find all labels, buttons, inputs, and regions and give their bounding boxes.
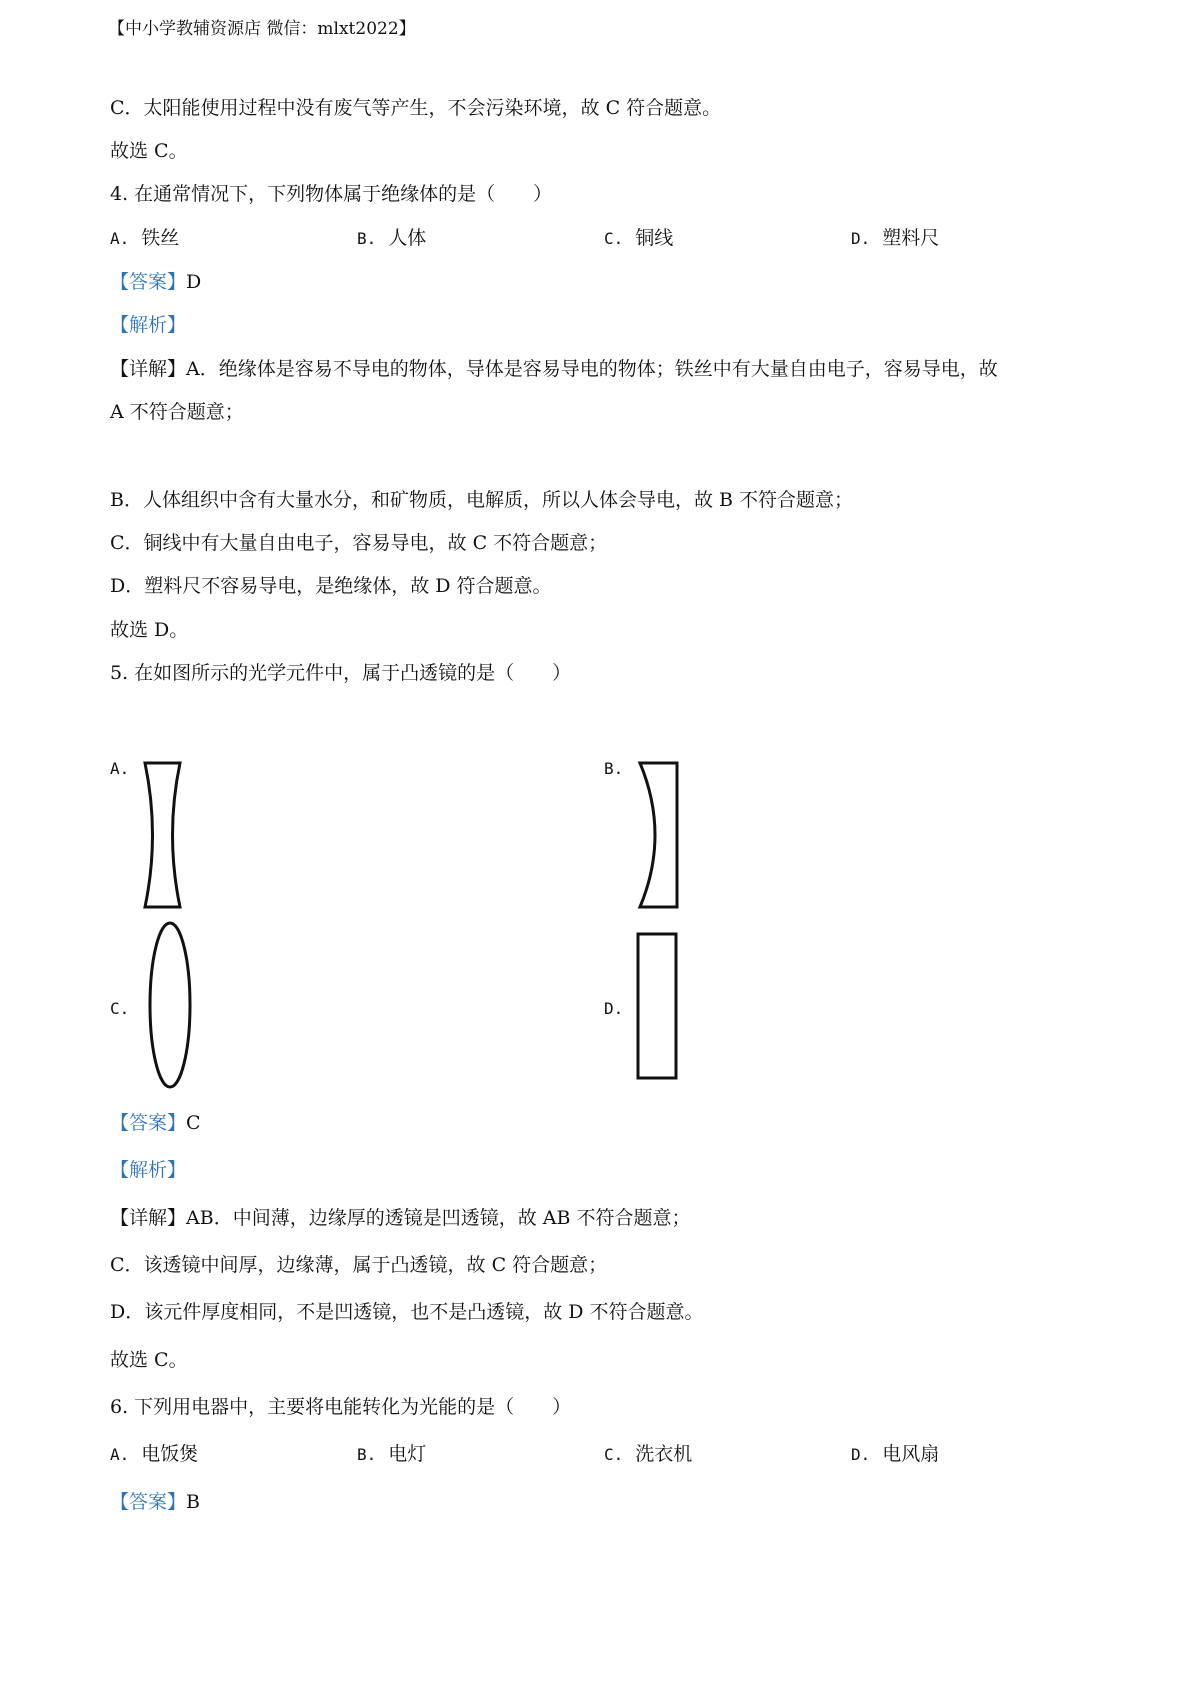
text-line: C．该透镜中间厚，边缘薄，属于凸透镜，故 C 符合题意；: [110, 1254, 608, 1276]
text-line: 故选 C。: [110, 140, 188, 162]
question-5: 5. 在如图所示的光学元件中，属于凸透镜的是（ ）: [110, 662, 572, 684]
q6-option-b: B. 电灯: [357, 1443, 427, 1465]
text-line: B．人体组织中含有大量水分，和矿物质，电解质，所以人体会导电，故 B 不符合题意；: [110, 489, 854, 511]
q4-answer: 【答案】D: [110, 271, 202, 293]
plano-concave-lens-figure: [632, 760, 682, 910]
q4-option-a: A. 铁丝: [110, 227, 180, 249]
q5-answer: 【答案】C: [110, 1112, 201, 1134]
q5-detail-1: 【详解】AB．中间薄，边缘厚的透镜是凹透镜，故 AB 不符合题意；: [110, 1207, 691, 1229]
q6-option-c: C. 洗衣机: [604, 1443, 693, 1465]
glass-block-figure: [636, 932, 680, 1082]
figure-label-b: B.: [604, 759, 624, 778]
q4-option-d: D. 塑料尺: [851, 227, 940, 249]
text-line: 故选 D。: [110, 619, 189, 641]
text-line: C．铜线中有大量自由电子，容易导电，故 C 不符合题意；: [110, 532, 608, 554]
q6-option-d: D. 电风扇: [851, 1443, 940, 1465]
answer-tag: 【答案】: [110, 1112, 187, 1134]
q6-answer: 【答案】B: [110, 1491, 200, 1513]
text-line: C．太阳能使用过程中没有废气等产生，不会污染环境，故 C 符合题意。: [110, 97, 722, 119]
q4-option-c: C. 铜线: [604, 227, 674, 249]
q5-analysis-tag: 【解析】: [110, 1159, 187, 1181]
answer-tag: 【答案】: [110, 1491, 187, 1513]
text-line: D．该元件厚度相同，不是凹透镜，也不是凸透镜，故 D 不符合题意。: [110, 1301, 704, 1323]
figure-label-a: A.: [110, 759, 130, 778]
figure-label-d: D.: [604, 999, 624, 1018]
q4-option-b: B. 人体: [357, 227, 427, 249]
concave-lens-figure: [140, 760, 185, 910]
text-line: 故选 C。: [110, 1349, 188, 1371]
figure-label-c: C.: [110, 999, 130, 1018]
detail-tag: 【详解】: [110, 1207, 187, 1229]
detail-tag: 【详解】: [110, 358, 187, 380]
convex-lens-figure: [145, 920, 195, 1090]
q4-analysis-tag: 【解析】: [110, 314, 187, 336]
q4-detail-1: 【详解】A．绝缘体是容易不导电的物体，导体是容易导电的物体；铁丝中有大量自由电子，容易导电，故: [110, 358, 998, 380]
question-6: 6. 下列用电器中，主要将电能转化为光能的是（ ）: [110, 1396, 572, 1418]
text-line: D．塑料尺不容易导电，是绝缘体，故 D 符合题意。: [110, 575, 552, 597]
q6-option-a: A. 电饭煲: [110, 1443, 199, 1465]
answer-tag: 【答案】: [110, 271, 187, 293]
text-line: A 不符合题意；: [110, 401, 244, 423]
page-header: 【中小学教辅资源店 微信：mlxt2022】: [108, 19, 416, 39]
question-4: 4. 在通常情况下，下列物体属于绝缘体的是（ ）: [110, 183, 553, 205]
